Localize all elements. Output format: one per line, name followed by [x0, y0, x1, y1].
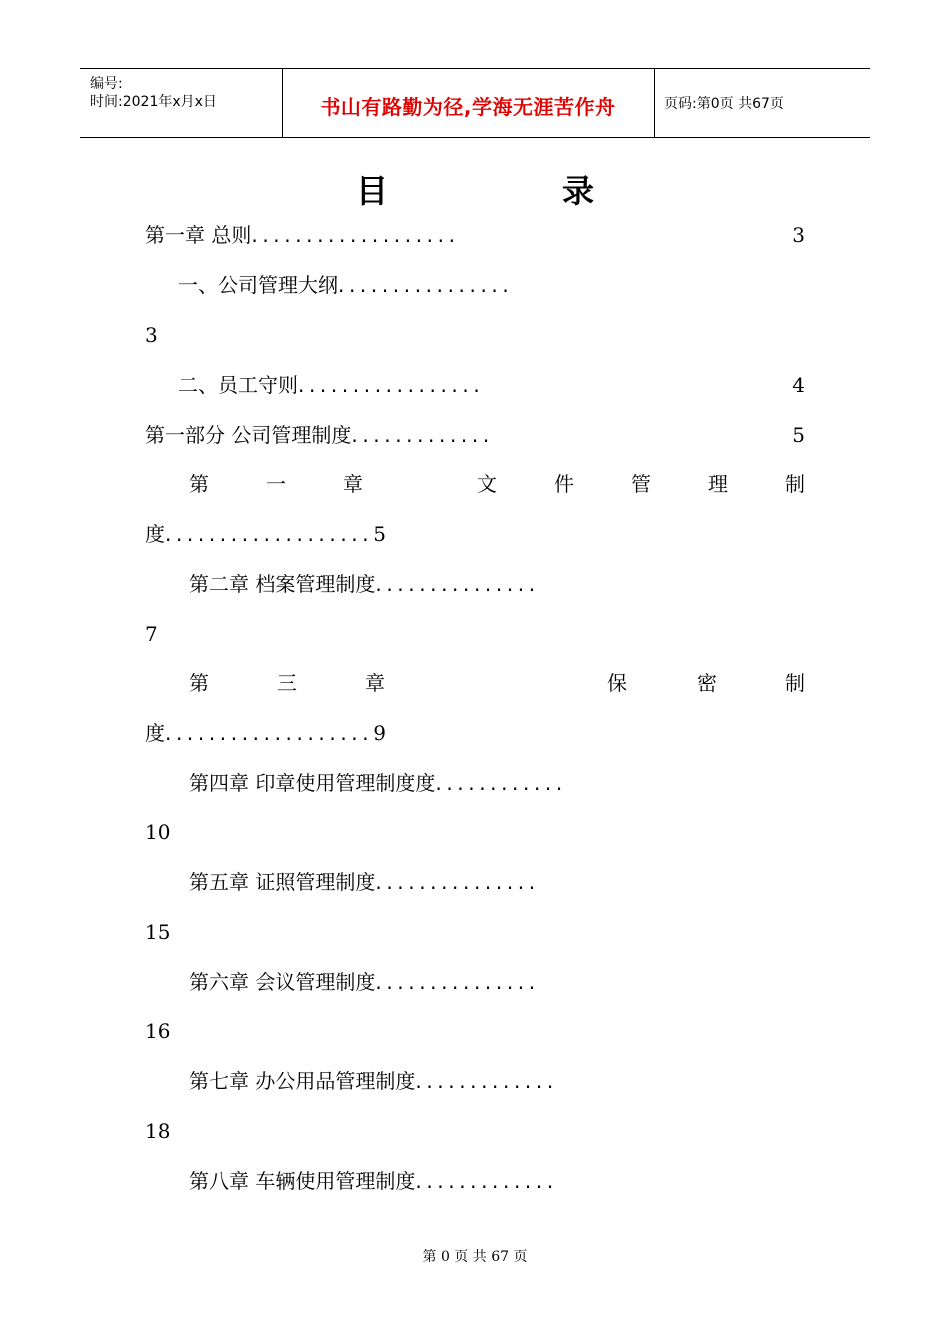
toc-leader-dots: ................ [338, 273, 514, 297]
toc-entry[interactable] [189, 1066, 809, 1096]
toc-entry-title: 第七章 办公用品管理制度 [189, 1069, 416, 1093]
toc-page-number: 5 [792, 423, 805, 447]
toc-char: 制 [785, 472, 805, 496]
toc-entry-title: 度 [145, 721, 165, 745]
toc-entry[interactable] [145, 220, 805, 250]
toc-leader-dots: ............ [435, 771, 567, 795]
toc-entry-title: 第一部分 公司管理制度 [145, 423, 352, 447]
toc-entry-title: 第一章 总则 [145, 223, 252, 247]
toc-leader-dots: ............... [375, 572, 540, 596]
toc-entry[interactable] [178, 370, 805, 400]
toc-leader-dots: ............. [415, 1069, 558, 1093]
toc-entry-title: 第六章 会议管理制度 [189, 970, 376, 994]
toc-entry[interactable] [189, 569, 809, 599]
toc-entry[interactable] [189, 768, 809, 798]
toc-entry-continuation [145, 718, 386, 748]
toc-entry[interactable] [189, 867, 809, 897]
toc-page-number: 3 [792, 223, 805, 247]
toc-entry-continuation [145, 519, 386, 549]
toc-char: 管 [631, 472, 651, 496]
toc-entry-justified[interactable] [189, 668, 805, 698]
toc-char: 章 [343, 472, 363, 496]
toc-leader-dots: ............. [415, 1169, 558, 1193]
page-footer: 第 0 页 共 67 页 [422, 1249, 528, 1265]
toc-page-number: 4 [792, 373, 805, 397]
toc-entry-title: 第五章 证照管理制度 [189, 870, 376, 894]
toc-page-number: 3 [145, 323, 158, 347]
toc-entry[interactable] [145, 420, 805, 450]
toc-entry-title: 第八章 车辆使用管理制度 [189, 1169, 416, 1193]
header-motto: 书山有路勤为径,学海无涯苦作舟 [320, 95, 616, 119]
toc-leader-dots: ................. [298, 373, 485, 397]
toc-entry[interactable] [178, 270, 808, 300]
toc-char: 制 [785, 671, 805, 695]
toc-entry[interactable] [189, 1166, 809, 1196]
toc-char: 第 [189, 472, 209, 496]
toc-leader-dots: ................... [165, 721, 374, 745]
toc-leader-dots: ............... [375, 870, 540, 894]
toc-entry-title: 度 [145, 522, 165, 546]
toc-page-number: 15 [145, 920, 171, 944]
toc-page-number: 10 [145, 820, 171, 844]
toc-leader-dots: ................... [165, 522, 374, 546]
toc-char: 保 [607, 671, 627, 695]
title-char-1: 目 [356, 172, 389, 210]
toc-page-number: 9 [373, 721, 386, 745]
toc-entry-title: 二、员工守则 [178, 373, 298, 397]
toc-char: 三 [277, 671, 297, 695]
toc-page-number: 7 [145, 622, 158, 646]
toc-page-number: 16 [145, 1019, 171, 1043]
toc-page-number: 5 [373, 522, 386, 546]
title-char-2: 录 [562, 172, 595, 210]
toc-char: 文 [477, 472, 497, 496]
toc-char: 第 [189, 671, 209, 695]
toc-page-number: 18 [145, 1119, 171, 1143]
document-date: 时间:2021年x月x日 [90, 94, 217, 110]
document-number-label: 编号: [90, 76, 123, 92]
toc-char: 章 [365, 671, 385, 695]
toc-char: 理 [708, 472, 728, 496]
header-page-info: 页码:第0页 共67页 [664, 96, 784, 112]
toc-entry-title: 第二章 档案管理制度 [189, 572, 376, 596]
toc-leader-dots: ................... [251, 223, 460, 247]
toc-entry[interactable] [189, 967, 809, 997]
toc-leader-dots: ............... [375, 970, 540, 994]
toc-entry-title: 第四章 印章使用管理制度度 [189, 771, 436, 795]
toc-entry-title: 一、公司管理大纲 [178, 273, 338, 297]
toc-char: 件 [554, 472, 574, 496]
toc-char: 密 [697, 671, 717, 695]
toc-leader-dots: ............. [351, 423, 494, 447]
toc-entry-justified[interactable] [189, 469, 805, 499]
toc-char: 一 [266, 472, 286, 496]
